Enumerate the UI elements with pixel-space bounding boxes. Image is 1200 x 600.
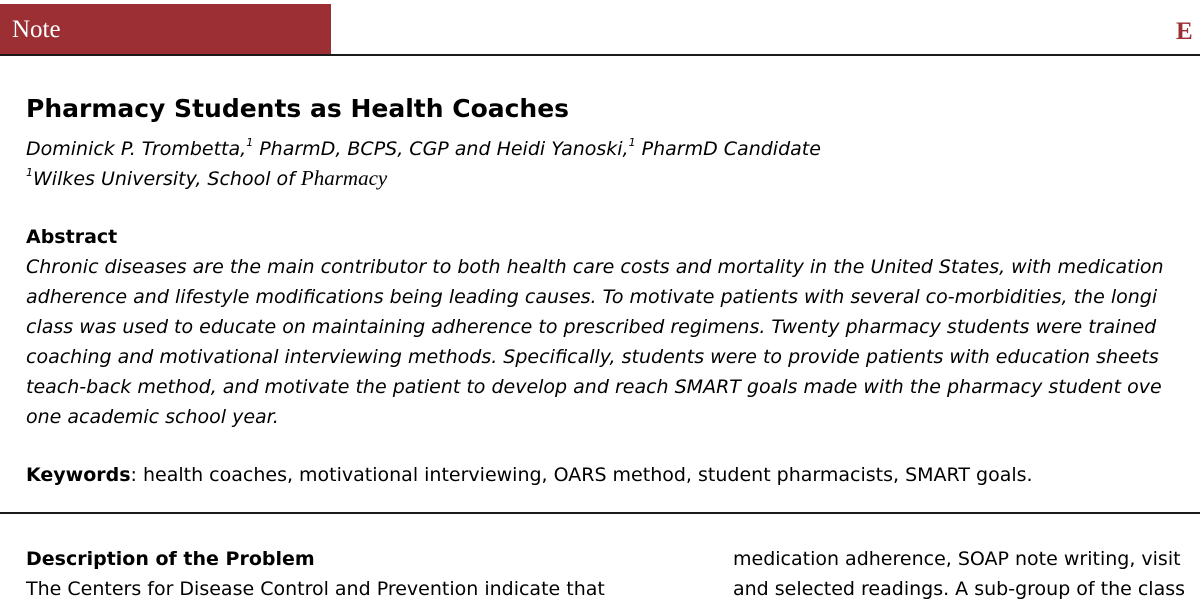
abstract-line: one academic school year.	[26, 406, 279, 428]
header-rule	[0, 54, 1200, 56]
abstract-line: teach-back method, and motivate the patient to develop and reach SMART goals made with the pharmacy student ove	[26, 376, 1162, 398]
abstract-heading: Abstract	[26, 226, 118, 248]
journal-mark: E	[1176, 18, 1193, 45]
body-text-line: and selected readings. A sub-group of the class	[733, 578, 1186, 600]
keywords-line	[26, 464, 1033, 486]
author1-name: Dominick P. Trombetta,	[26, 138, 247, 160]
section-rule	[0, 512, 1200, 514]
body-text-line: medication adherence, SOAP note writing, visit	[733, 548, 1181, 570]
keywords-text: : health coaches, motivational interviewing, OARS method, student pharmacists, SMART goals.	[130, 464, 1033, 486]
article-title: Pharmacy Students as Health Coaches	[26, 94, 570, 123]
author-line	[26, 136, 821, 160]
author2-affil-mark: 1	[628, 136, 636, 149]
abstract-line: Chronic diseases are the main contributor to both health care costs and mortality in the United States, with medication	[26, 256, 1164, 278]
author1-affil-mark: 1	[246, 136, 254, 149]
author2-credentials: PharmD Candidate	[635, 138, 821, 160]
abstract-line: coaching and motivational interviewing methods. Specifically, students were to provide patients with education sheets	[26, 346, 1159, 368]
author-credentials: PharmD, BCPS, CGP and Heidi Yanoski,	[253, 138, 629, 160]
affiliation-text: Wilkes University, School of	[33, 168, 301, 190]
affiliation-mark: 1	[26, 166, 33, 179]
abstract-line: adherence and lifestyle modifications being leading causes. To motivate patients with several co-morbidities, the longi	[26, 286, 1158, 308]
affiliation-line	[26, 166, 387, 191]
keywords-label: Keywords	[26, 464, 131, 486]
section-tab: Note	[0, 4, 331, 54]
section-heading: Description of the Problem	[26, 548, 315, 570]
abstract-line: class was used to educate on maintaining adherence to prescribed regimens. Twenty pharmacy students were trained	[26, 316, 1157, 338]
affiliation-text-serif: Pharmacy	[300, 166, 388, 190]
body-text-line: The Centers for Disease Control and Prevention indicate that	[26, 578, 605, 600]
